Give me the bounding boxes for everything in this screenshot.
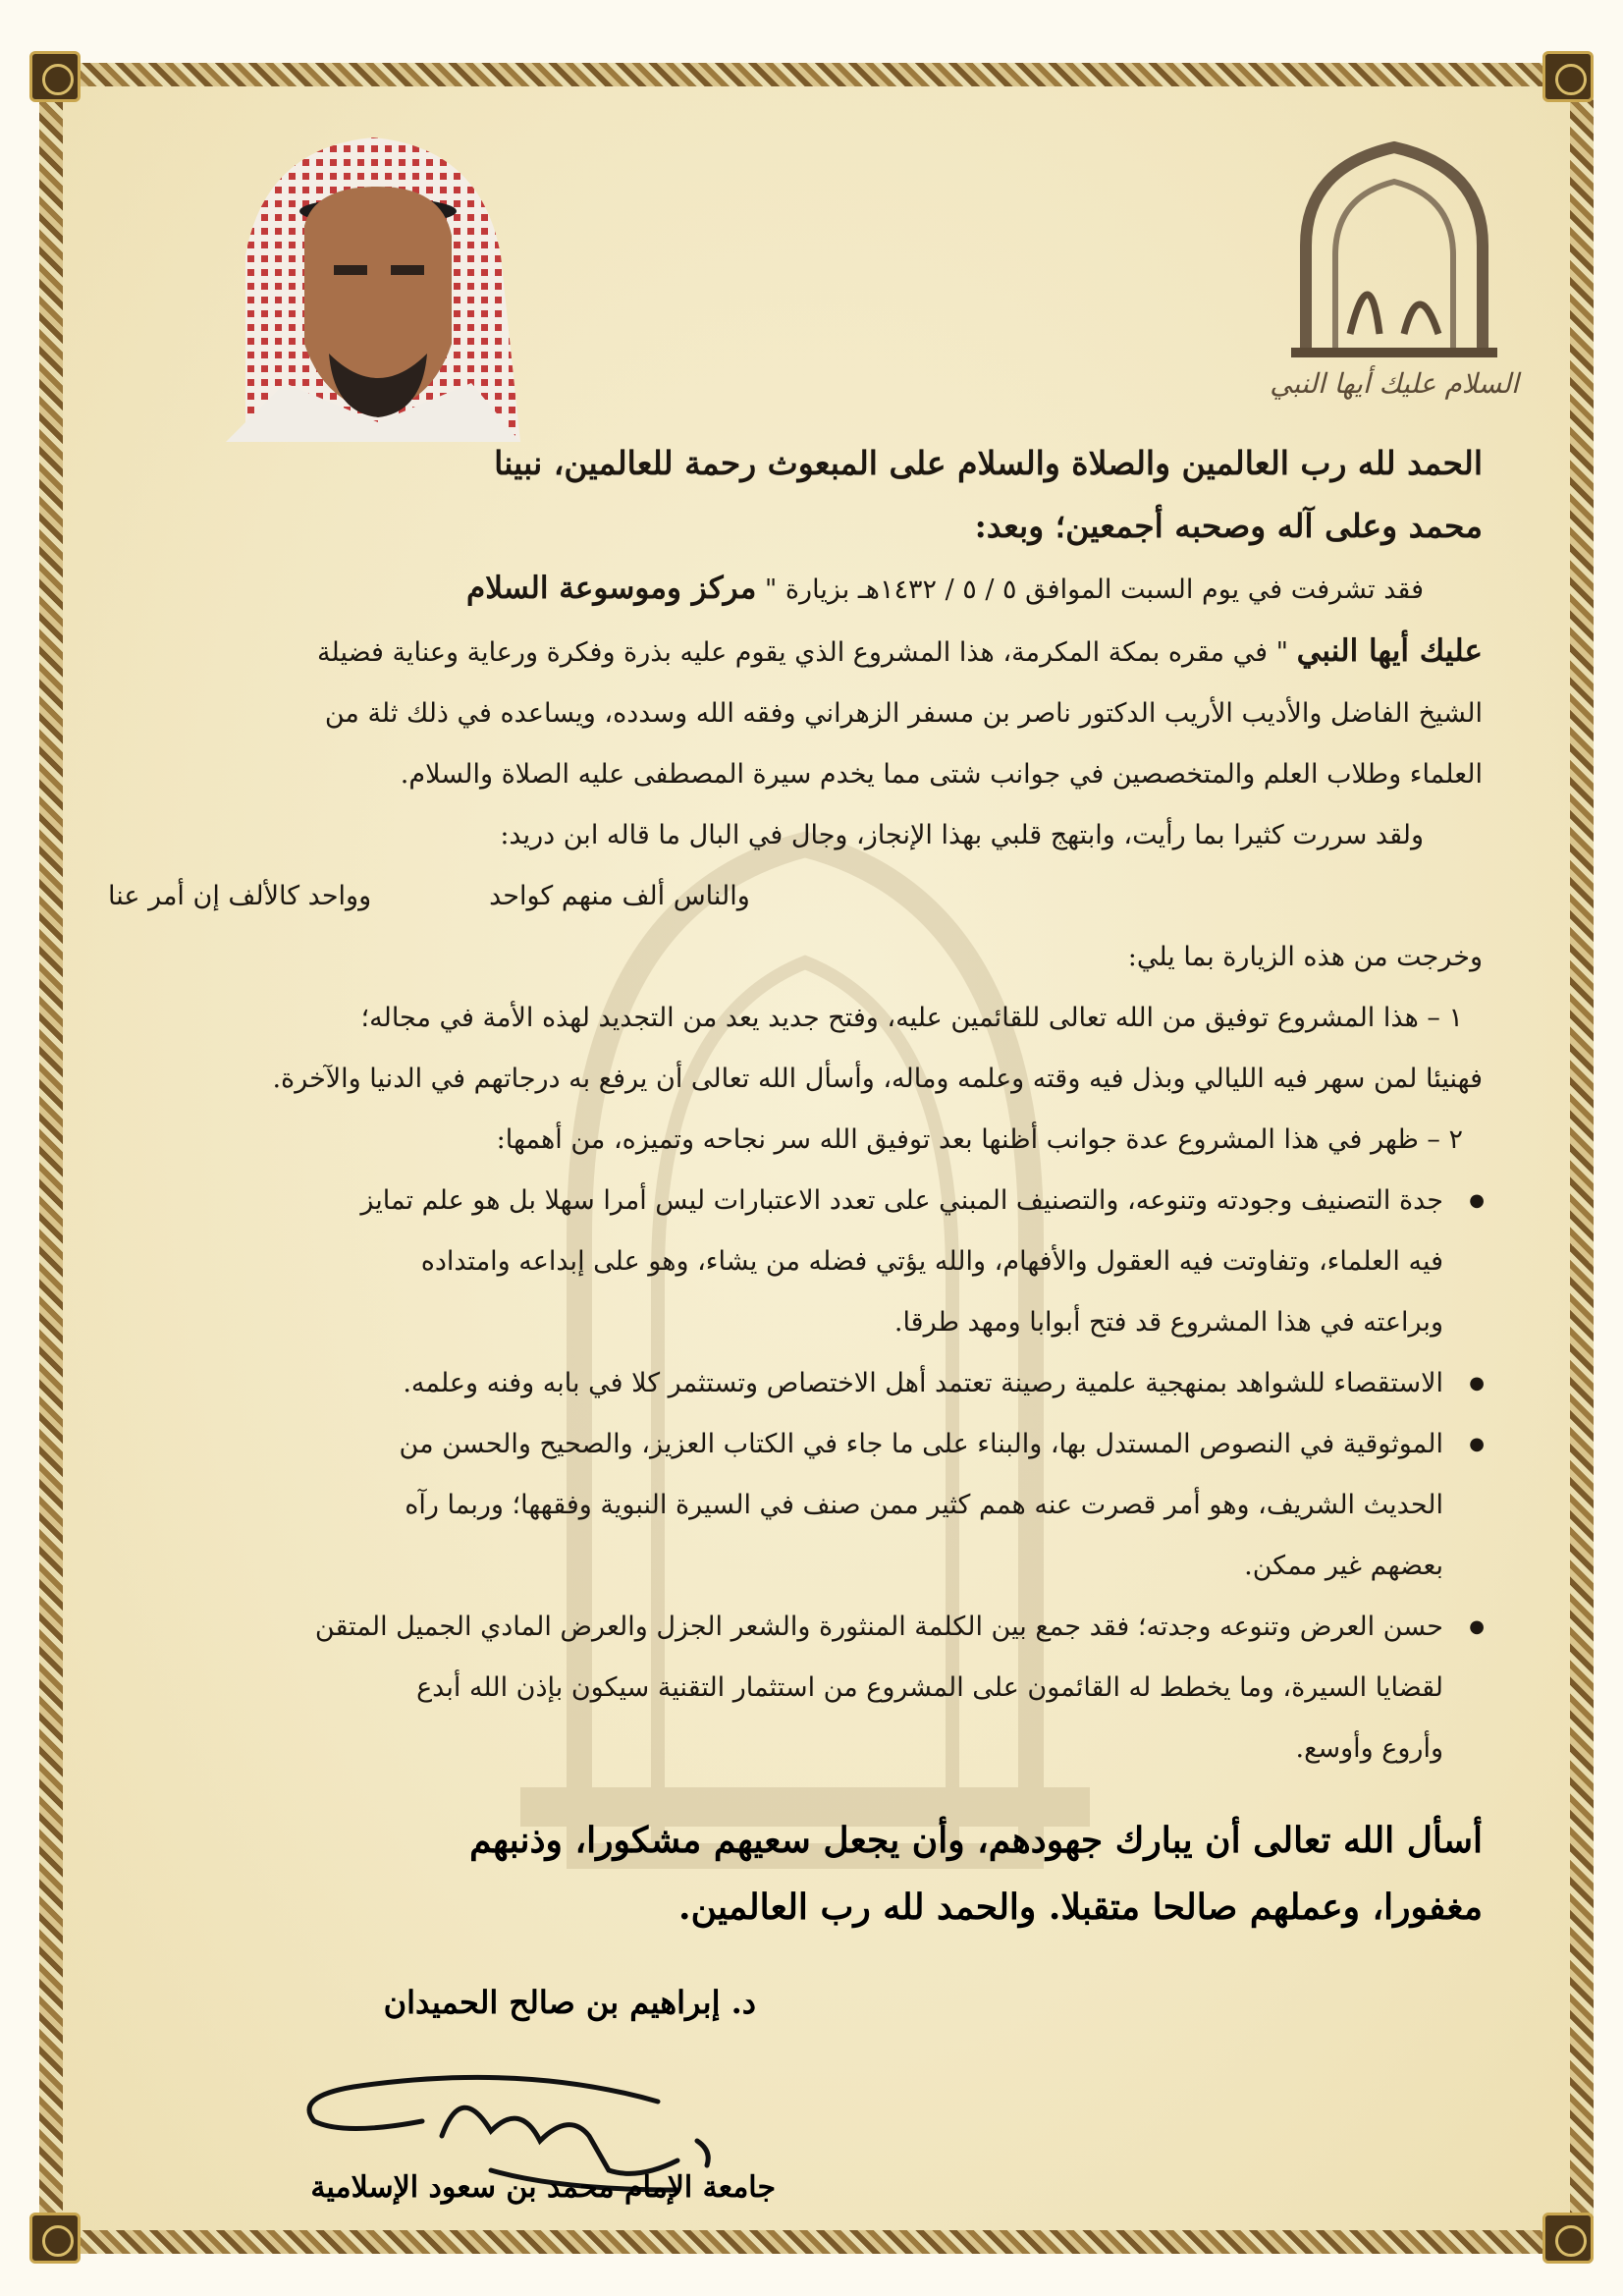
- logo-caption: السلام عليك أيها النبي: [1270, 367, 1519, 400]
- visit-line-4: العلماء وطلاب العلم والمتخصصين في جوانب شتى مما يخدم سيرة المصطفى عليه الصلاة والسلام.: [400, 759, 1483, 790]
- point-1-line-1: ١ – هذا المشروع توفيق من الله تعالى للقائمين عليه، وفتح جديد يعد من التجديد لهذه الأمة في مجاله؛: [360, 1003, 1463, 1033]
- list-item-line: ● الاستقصاء للشواهد بمنهجية علمية رصينة تعتمد أهل الاختصاص وتستثمر كلا في بابه وفنه وعلمه.: [403, 1368, 1443, 1398]
- visit-line-3: الشيخ الفاضل والأديب الأريب الدكتور ناصر بن مسفر الزهراني وفقه الله وسدده، ويساعده في ذلك ثلة من: [324, 698, 1483, 729]
- outcome-intro: وخرجت من هذه الزيارة بما يلي:: [1127, 942, 1483, 972]
- institution-name: جامعة الإمام محمد بن سعود الإسلامية: [310, 2170, 776, 2205]
- opening-line-2: محمد وعلى آله وصحبه أجمعين؛ وبعد:: [974, 507, 1483, 545]
- closing-line-1: أسأل الله تعالى أن يبارك جهودهم، وأن يجعل سعيهم مشكورا، وذنبهم: [469, 1820, 1483, 1861]
- list-item-line: فيه العلماء، وتفاوتت فيه العقول والأفهام، والله يؤتي فضله من يشاء، وهو على إبداعه وامتداده: [420, 1246, 1443, 1277]
- poem-verse: [108, 866, 1483, 927]
- corner-ornament-top-left: [29, 51, 81, 102]
- list-item-line: وأروع وأوسع.: [1295, 1733, 1443, 1764]
- visit-line-1: [108, 558, 1483, 621]
- visit-line-1-prefix: فقد تشرفت في يوم السبت الموافق ٥ / ٥ / ١٤٣٢هـ بزيارة ": [764, 574, 1424, 605]
- opening-line-1: الحمد لله رب العالمين والصلاة والسلام على المبعوث رحمة للعالمين، نبينا: [494, 444, 1483, 482]
- point-1-line-2: فهنيئا لمن سهر فيه الليالي وبذل فيه وقته وعلمه وماله، وأسأل الله تعالى أن يرفع به درجاتهم في الدنيا والآخرة.: [272, 1064, 1483, 1094]
- list-item-line: بعضهم غير ممكن.: [1244, 1551, 1443, 1581]
- list-item-line: الحديث الشريف، وهو أمر قصرت عنه همم كثير ممن صنف في السيرة النبوية وفقهها؛ وربما رآه: [405, 1490, 1443, 1520]
- corner-ornament-bottom-right: [1542, 2213, 1594, 2264]
- list-item-line: ● حسن العرض وتنوعه وجدته؛ فقد جمع بين الكلمة المنثورة والشعر الجزل والعرض المادي الجميل المتقن: [314, 1612, 1443, 1642]
- poem-hemistich-1: والناس ألف منهم كواحد: [489, 881, 750, 911]
- center-name-part-1: مركز وموسوعة السلام: [466, 571, 757, 606]
- corner-ornament-top-right: [1542, 51, 1594, 102]
- closing-line-2: مغفورا، وعملهم صالحا متقبلا. والحمد لله رب العالمين.: [678, 1886, 1483, 1928]
- list-item: [108, 1597, 1443, 1779]
- center-name-part-2: عليك أيها النبي: [1296, 633, 1483, 669]
- list-item: [108, 1414, 1443, 1597]
- closing-prayer: [108, 1807, 1483, 1941]
- list-item-line: ● جدة التصنيف وجودته وتنوعه، والتصنيف المبني على تعدد الاعتبارات ليس أمرا سهلا بل هو علم تمايز: [360, 1185, 1443, 1216]
- list-item-line: لقضايا السيرة، وما يخطط له القائمون على المشروع من استثمار التقنية سيكون بإذن الله أبدع: [416, 1672, 1443, 1703]
- point-2-intro: ٢ – ظهر في هذا المشروع عدة جوانب أظنها بعد توفيق الله سر نجاحه وتميزه، من أهمها:: [496, 1124, 1463, 1155]
- list-item-line: وبراعته في هذا المشروع قد فتح أبوابا ومهد طرقا.: [893, 1307, 1443, 1338]
- joy-line: ولقد سررت كثيرا بما رأيت، وابتهج قلبي بهذا الإنجاز، وجال في البال ما قاله ابن دريد:: [500, 820, 1424, 850]
- center-logo-arch-icon: [1232, 137, 1556, 363]
- list-item: [108, 1171, 1443, 1353]
- poem-hemistich-2: وواحد كالألف إن أمر عنا: [108, 881, 372, 911]
- signatory-name: د. إبراهيم بن صالح الحميدان: [383, 1984, 756, 2021]
- center-logo: [1232, 137, 1556, 432]
- visit-line-2: [108, 621, 1483, 683]
- list-item-line: ● الموثوقية في النصوص المستدل بها، والبناء على ما جاء في الكتاب العزيز، والصحيح والحسن من: [399, 1429, 1443, 1459]
- visit-line-2-rest: " في مقره بمكة المكرمة، هذا المشروع الذي يقوم عليه بذرة وفكرة ورعاية وعناية فضيلة: [317, 637, 1288, 668]
- aspects-list: [108, 1171, 1483, 1779]
- corner-ornament-bottom-left: [29, 2213, 81, 2264]
- letter-body: [108, 432, 1483, 1779]
- list-item: [108, 1353, 1443, 1414]
- portrait-photo: [206, 118, 530, 442]
